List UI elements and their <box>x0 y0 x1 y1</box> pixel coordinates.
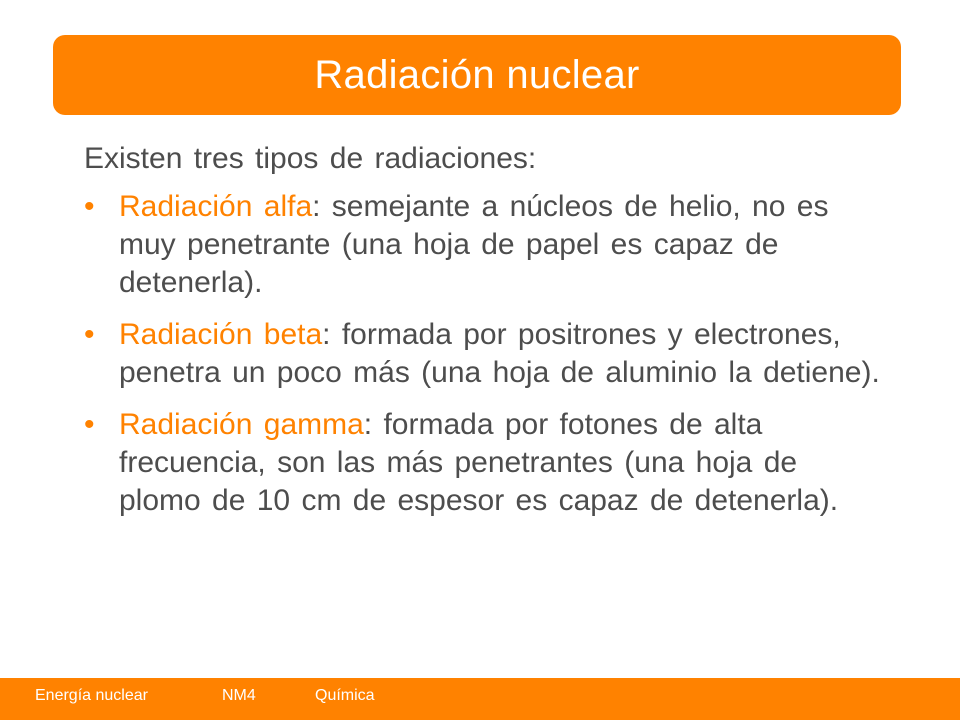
bullet-list <box>84 188 884 520</box>
desc-gamma: : formada por fotones de alta frecuencia, son las más penetrantes (una hoja de plomo de 10 cm de espesor es capaz de detenerla). <box>119 408 839 517</box>
title-bar <box>53 35 901 115</box>
desc-beta: : formada por positrones y electrones, penetra un poco más (una hoja de aluminio la detiene). <box>119 318 880 389</box>
term-beta: Radiación beta <box>119 318 323 351</box>
footer-subject: Energía nuclear <box>35 687 148 704</box>
footer-course: Química <box>315 687 375 704</box>
bullet-alfa <box>84 188 884 302</box>
bullet-icon: • <box>84 190 95 223</box>
term-alfa: Radiación alfa <box>119 190 313 223</box>
slide-title: Radiación nuclear <box>314 52 640 97</box>
bullet-icon: • <box>84 318 95 351</box>
bullet-gamma <box>84 406 884 520</box>
intro-text: Existen tres tipos de radiaciones: <box>84 142 537 175</box>
desc-alfa: : semejante a núcleos de helio, no es muy penetrante (una hoja de papel es capaz de detenerla). <box>119 190 829 299</box>
bullet-icon: • <box>84 408 95 441</box>
bullet-beta <box>84 316 884 392</box>
term-gamma: Radiación gamma <box>119 408 364 441</box>
footer-bar <box>0 678 960 720</box>
slide-content <box>84 140 884 534</box>
footer-level: NM4 <box>222 687 256 704</box>
